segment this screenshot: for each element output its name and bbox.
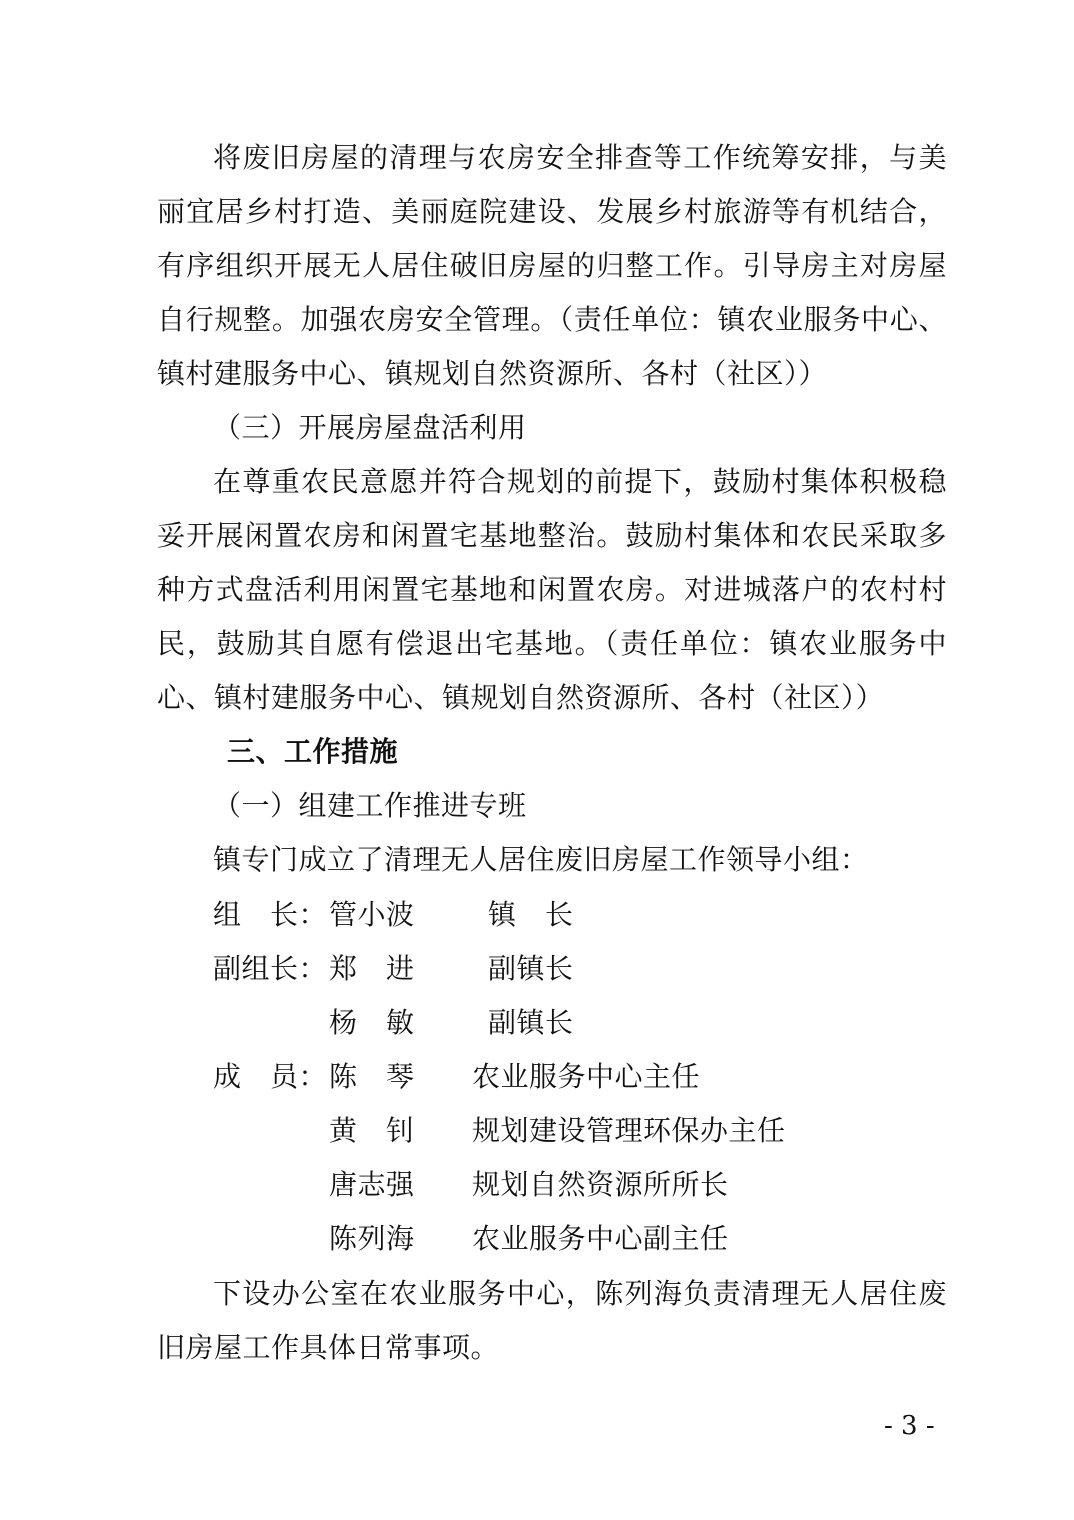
deputy-1-title: 副镇长 xyxy=(488,952,574,985)
paragraph-1-line-3: 有序组织开展无人居住破旧房屋的归整工作。引导房主对房屋 xyxy=(157,249,947,282)
member-1-name: 陈 琴 xyxy=(329,1060,415,1093)
office-paragraph-line-2: 旧房屋工作具体日常事项。 xyxy=(157,1331,500,1364)
paragraph-2-line-2: 妥开展闲置农房和闲置宅基地整治。鼓励村集体和农民采取多 xyxy=(157,519,947,552)
subheading-1: （一）组建工作推进专班 xyxy=(213,789,527,822)
leader-title: 镇 长 xyxy=(488,898,574,931)
deputy-1-name: 郑 进 xyxy=(329,952,415,985)
member-label: 成 员： xyxy=(213,1060,328,1093)
member-3-name: 唐志强 xyxy=(329,1168,415,1201)
deputy-2-name: 杨 敏 xyxy=(329,1006,415,1039)
member-2-name: 黄 钊 xyxy=(329,1114,415,1147)
group-intro: 镇专门成立了清理无人居住废旧房屋工作领导小组： xyxy=(213,843,869,876)
section-heading-3: 三、工作措施 xyxy=(227,735,399,768)
member-4-name: 陈列海 xyxy=(329,1222,415,1255)
paragraph-2-line-1: 在尊重农民意愿并符合规划的前提下，鼓励村集体积极稳 xyxy=(213,465,947,498)
paragraph-2-line-4: 民，鼓励其自愿有偿退出宅基地。（责任单位：镇农业服务中 xyxy=(157,627,947,660)
member-4-title: 农业服务中心副主任 xyxy=(472,1222,729,1255)
deputy-label: 副组长： xyxy=(213,952,328,985)
leader-name: 管小波 xyxy=(329,898,415,931)
member-1-title: 农业服务中心主任 xyxy=(472,1060,701,1093)
paragraph-2-line-5: 心、镇村建服务中心、镇规划自然资源所、各村（社区）） xyxy=(157,681,885,714)
paragraph-1-line-4: 自行规整。加强农房安全管理。（责任单位：镇农业服务中心、 xyxy=(157,303,947,336)
paragraph-1-line-1: 将废旧房屋的清理与农房安全排查等工作统筹安排，与美 xyxy=(213,141,947,174)
office-paragraph-line-1: 下设办公室在农业服务中心，陈列海负责清理无人居住废 xyxy=(213,1277,947,1310)
member-2-title: 规划建设管理环保办主任 xyxy=(472,1114,786,1147)
paragraph-2-line-3: 种方式盘活利用闲置宅基地和闲置农房。对进城落户的农村村 xyxy=(157,573,947,606)
subheading-3: （三）开展房屋盘活利用 xyxy=(213,411,527,444)
paragraph-1-line-2: 丽宜居乡村打造、美丽庭院建设、发展乡村旅游等有机结合， xyxy=(157,195,947,228)
deputy-2-title: 副镇长 xyxy=(488,1006,574,1039)
paragraph-1-line-5: 镇村建服务中心、镇规划自然资源所、各村（社区）） xyxy=(157,357,828,390)
leader-label: 组 长： xyxy=(213,898,328,931)
member-3-title: 规划自然资源所所长 xyxy=(472,1168,729,1201)
page-number: - 3 - xyxy=(884,1411,935,1441)
